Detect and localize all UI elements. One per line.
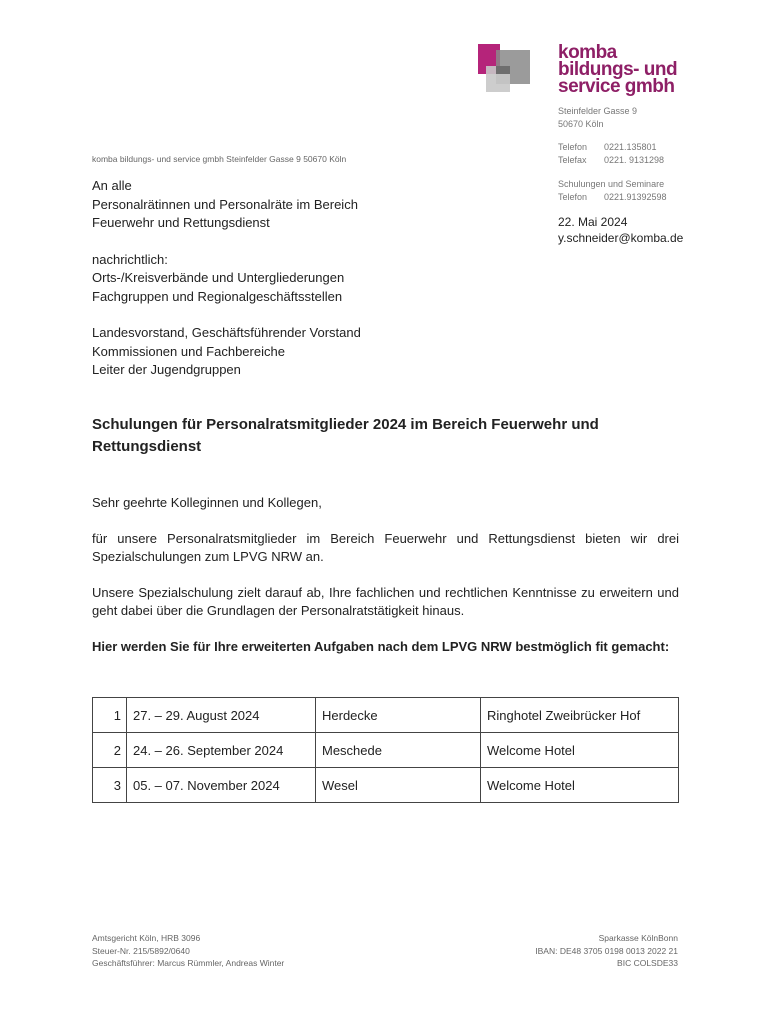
date-email-block xyxy=(558,214,683,246)
company-logo-text xyxy=(558,44,677,95)
table-row xyxy=(93,733,679,768)
company-logo-mark xyxy=(478,44,530,92)
footer-line: IBAN: DE48 3705 0198 0013 2022 21 xyxy=(535,945,678,956)
row-date: 27. – 29. August 2024 xyxy=(127,698,316,733)
row-place: Meschede xyxy=(316,733,481,768)
contact-block xyxy=(558,141,664,167)
recipient-line: nachrichtlich: xyxy=(92,251,168,267)
row-date: 05. – 07. November 2024 xyxy=(127,768,316,803)
recipient-block-2 xyxy=(92,251,361,307)
seminar-heading: Schulungen und Seminare xyxy=(558,179,665,189)
highlight-paragraph: Hier werden Sie für Ihre erweiterten Aufgaben nach dem LPVG NRW bestmöglich fit gemacht: xyxy=(92,638,670,654)
phone-number: 0221.135801 xyxy=(604,142,657,152)
phone-row xyxy=(558,141,664,154)
fax-number: 0221. 9131298 xyxy=(604,155,665,165)
contact-email[interactable]: y.schneider@komba.de xyxy=(558,231,684,245)
recipient-line: Orts-/Kreisverbände und Untergliederungen xyxy=(92,270,345,285)
row-hotel: Welcome Hotel xyxy=(481,768,679,803)
recipient-line: Leiter der Jugendgruppen xyxy=(92,362,241,377)
row-hotel: Ringhotel Zweibrücker Hof xyxy=(481,698,679,733)
letter-subject: Schulungen für Personalratsmitglieder 2024 im Bereich Feuerwehr und Rettungsdienst xyxy=(92,416,599,455)
logo-line-2: bildungs- und xyxy=(558,59,678,80)
row-number: 3 xyxy=(93,768,127,803)
fax-row xyxy=(558,154,664,167)
logo-line-3: service gmbh xyxy=(558,76,675,97)
schedule-table xyxy=(92,697,679,803)
row-place: Herdecke xyxy=(316,698,481,733)
salutation: Sehr geehrte Kolleginnen und Kollegen, xyxy=(92,495,322,510)
footer-line: Geschäftsführer: Marcus Rümmler, Andreas Winter xyxy=(92,958,285,968)
recipient-block xyxy=(92,177,361,398)
footer-legal xyxy=(92,932,284,970)
recipient-line: An alle xyxy=(92,178,132,193)
row-number: 2 xyxy=(93,733,127,768)
seminar-contact-block xyxy=(558,178,667,204)
seminar-phone-row xyxy=(558,191,667,204)
row-number: 1 xyxy=(93,698,127,733)
address-street: Steinfelder Gasse 9 xyxy=(558,106,638,116)
logo-line-1: komba xyxy=(558,42,617,63)
table-row xyxy=(93,768,679,803)
sender-line: komba bildungs- und service gmbh Steinfelder Gasse 9 50670 Köln xyxy=(92,154,347,164)
recipient-line: Personalrätinnen und Personalräte im Bereich xyxy=(92,196,358,212)
footer-line: Steuer-Nr. 215/5892/0640 xyxy=(92,945,190,956)
table-row xyxy=(93,698,679,733)
footer-line: Sparkasse KölnBonn xyxy=(598,933,678,943)
fax-label: Telefax xyxy=(558,155,587,165)
seminar-phone-label: Telefon xyxy=(558,192,588,202)
row-place: Wesel xyxy=(316,768,481,803)
recipient-line: Kommissionen und Fachbereiche xyxy=(92,343,285,359)
recipient-line: Fachgruppen und Regionalgeschäftsstellen xyxy=(92,288,343,304)
recipient-line: Landesvorstand, Geschäftsführender Vorstand xyxy=(92,325,361,340)
footer-line: Amtsgericht Köln, HRB 3096 xyxy=(92,933,201,943)
footer-line: BIC COLSDE33 xyxy=(617,958,678,968)
company-address xyxy=(558,105,637,131)
phone-label: Telefon xyxy=(558,142,588,152)
recipient-block-1 xyxy=(92,177,361,233)
row-date: 24. – 26. September 2024 xyxy=(127,733,316,768)
recipient-block-3 xyxy=(92,324,361,380)
footer-bank xyxy=(535,932,678,970)
body-paragraph-1: für unsere Personalratsmitglieder im Bereich Feuerwehr und Rettungsdienst bieten wir drei Spezialschulungen zum LPVG NRW an. xyxy=(92,530,679,564)
seminar-phone-number: 0221.91392598 xyxy=(604,192,667,202)
letter-body xyxy=(92,494,679,673)
row-hotel: Welcome Hotel xyxy=(481,733,679,768)
recipient-line: Feuerwehr und Rettungsdienst xyxy=(92,215,270,230)
address-city: 50670 Köln xyxy=(558,119,604,129)
letter-date: 22. Mai 2024 xyxy=(558,215,628,229)
body-paragraph-2: Unsere Spezialschulung zielt darauf ab, Ihre fachlichen und rechtlichen Kenntnisse zu erweitern und geht dabei über die Grundlagen der Personalratstätigkeit hinaus. xyxy=(92,584,679,618)
